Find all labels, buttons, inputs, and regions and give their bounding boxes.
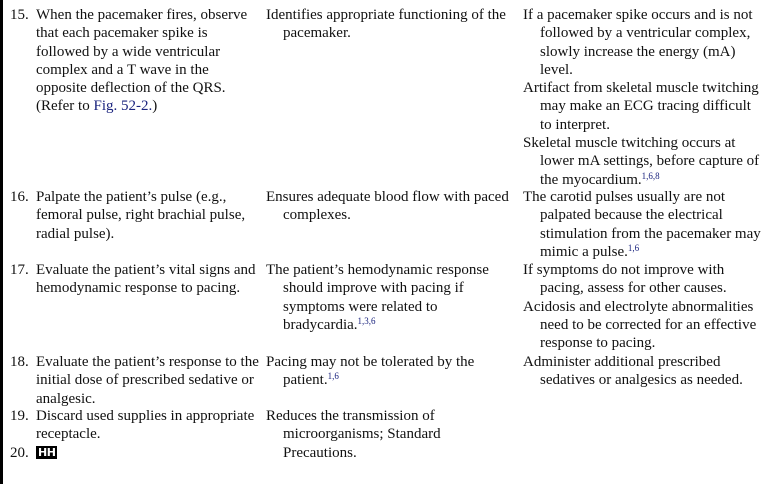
rationale-column <box>266 6 516 43</box>
step-18 <box>10 353 260 408</box>
rationale-text: The patient’s hemodynamic response should improve with pacing if symptoms were related to bradycardia.$^{1,3,6}$ <box>266 262 489 333</box>
step-19 <box>10 407 260 444</box>
rationale-column <box>266 261 516 334</box>
reference-superscript[interactable]: 1,6 <box>327 371 339 382</box>
step-text: Palpate the patient’s pulse (e.g., femoral pulse, right brachial pulse, radial pulse). <box>36 189 246 242</box>
step-number: 18. <box>10 354 29 370</box>
step-number: 20. <box>10 445 29 461</box>
figure-link[interactable]: Fig. 52-2. <box>93 98 153 115</box>
step-text: Discard used supplies in appropriate receptacle. <box>36 408 255 443</box>
note-text: Acidosis and electrolyte abnormalities need to be corrected for an effective response to pacing. <box>523 298 757 352</box>
note-text: Artifact from skeletal muscle twitching may make an ECG tracing difficult to interpret. <box>523 80 759 133</box>
step-column <box>10 407 260 444</box>
step-number: 15. <box>10 7 29 23</box>
reference-superscript[interactable]: 1,6,8 <box>641 170 660 181</box>
rationale-column <box>266 407 516 462</box>
rationale-column <box>266 353 516 390</box>
left-margin-rule <box>0 0 3 484</box>
rationale-text: Pacing may not be tolerated by the patient.$^{1,6}$ <box>266 354 475 389</box>
step-20 <box>10 444 260 462</box>
step-column <box>10 188 260 243</box>
rationale-text: Reduces the transmission of microorganisms; Standard Precautions. <box>266 408 441 461</box>
note-text: Administer additional prescribed sedatives or analgesics as needed. <box>523 354 743 389</box>
hand-hygiene-icon: HH <box>38 446 56 459</box>
rationale-column <box>266 188 516 225</box>
rationale-text: Ensures adequate blood flow with paced complexes. <box>266 189 509 224</box>
step-column <box>10 6 260 116</box>
note-text: The carotid pulses usually are not palpated because the electrical stimulation from the pacemaker may mimic a pulse.$^{1,6}$ <box>523 189 761 260</box>
step-column <box>10 261 260 298</box>
step-16 <box>10 188 260 243</box>
notes-column <box>523 261 761 352</box>
step-text-tail: ) <box>152 98 158 115</box>
step-17 <box>10 261 260 298</box>
reference-superscript[interactable]: 1,6 <box>627 242 640 253</box>
step-column <box>10 353 260 408</box>
note-text: Skeletal muscle twitching occurs at lower mA settings, before capture of the myocardium.$^{1,6,8}$ <box>523 135 760 188</box>
step-text: When the pacemaker fires, observe that each pacemaker spike is followed by a wide ventricular complex and a T wave in the opposite deflection of the QRS. (Refer to <box>36 7 248 115</box>
notes-column <box>523 188 761 261</box>
step-column <box>10 444 260 462</box>
rationale-text: Identifies appropriate functioning of the pacemaker. <box>266 7 506 42</box>
notes-column <box>523 353 761 390</box>
step-15 <box>10 6 260 116</box>
step-number: 19. <box>10 408 29 424</box>
step-text: Evaluate the patient’s vital signs and hemodynamic response to pacing. <box>36 262 256 297</box>
reference-superscript[interactable]: 1,3,6 <box>357 315 376 326</box>
note-text: If a pacemaker spike occurs and is not followed by a ventricular complex, slowly increase the energy (mA) level. <box>523 7 753 78</box>
step-number: 16. <box>10 189 29 205</box>
note-text: If symptoms do not improve with pacing, assess for other causes. <box>523 262 727 297</box>
notes-column <box>523 6 761 189</box>
step-number: 17. <box>10 262 29 278</box>
step-text: Evaluate the patient’s response to the initial dose of prescribed sedative or analgesic. <box>36 354 259 407</box>
